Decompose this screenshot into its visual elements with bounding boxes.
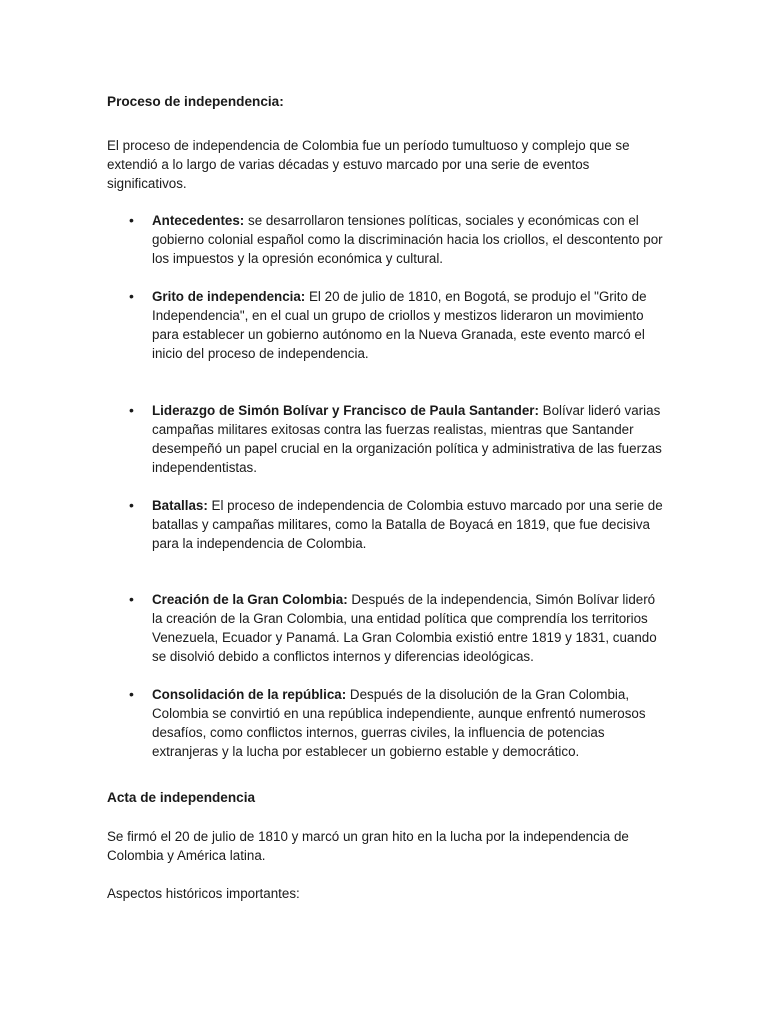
item-title: Grito de independencia: (152, 289, 306, 304)
list-item-gran-colombia (107, 590, 667, 666)
list-item-grito (107, 287, 667, 363)
acta-paragraph: Se firmó el 20 de julio de 1810 y marcó un gran hito en la lucha por la independencia de Colombia y América latina. (107, 829, 629, 863)
item-text: El 20 de julio de 1810, en Bogotá, se produjo el "Grito de Independencia", en el cual un grupo de criollos y mestizos lideraron un movimiento para establecer un gobierno autónomo en la Nueva Granada, este evento marcó el inicio del proceso de independencia. (152, 289, 647, 361)
item-title: Antecedentes: (152, 213, 245, 228)
list-item-liderazgo (107, 401, 667, 477)
bullet-icon: • (129, 686, 134, 702)
list-item-consolidacion (107, 685, 667, 761)
item-title: Batallas: (152, 498, 208, 513)
section-heading-proceso: Proceso de independencia: (107, 94, 284, 109)
document-body (107, 92, 667, 903)
item-text: Después de la disolución de la Gran Colombia, Colombia se convirtió en una república independiente, aunque enfrentó numerosos desafíos, como conflictos internos, guerras civiles, la influencia de potencias extranjeras y la lucha por establecer un gobierno estable y democrático. (152, 687, 646, 759)
intro-paragraph: El proceso de independencia de Colombia fue un período tumultuoso y complejo que se extendió a lo largo de varias décadas y estuvo marcado por una serie de eventos significativos. (107, 138, 630, 191)
section-heading-acta: Acta de independencia (107, 790, 256, 805)
events-list (107, 211, 667, 761)
item-text: Bolívar lideró varias campañas militares exitosas contra las fuerzas realistas, mientras que Santander desempeñó un papel crucial en la organización política y administrativa de las fuerzas independentistas. (152, 403, 662, 475)
list-item-batallas (107, 496, 667, 553)
item-text: se desarrollaron tensiones políticas, sociales y económicas con el gobierno colonial español como la discriminación hacia los criollos, el descontento por los impuestos y la opresión económica y cultural. (152, 213, 663, 266)
item-title: Creación de la Gran Colombia: (152, 592, 348, 607)
item-text: El proceso de independencia de Colombia estuvo marcado por una serie de batallas y campañas militares, como la Batalla de Boyacá en 1819, que fue decisiva para la independencia de Colombia. (152, 498, 663, 551)
aspectos-paragraph: Aspectos históricos importantes: (107, 886, 300, 901)
item-text: Después de la independencia, Simón Bolívar lideró la creación de la Gran Colombia, una entidad política que comprendía los territorios Venezuela, Ecuador y Panamá. La Gran Colombia existió entre 1819 y 1831, cuando se disolvió debido a conflictos internos y diferencias ideológicas. (152, 592, 657, 664)
bullet-icon: • (129, 402, 134, 418)
item-title: Liderazgo de Simón Bolívar y Francisco de Paula Santander: (152, 403, 539, 418)
bullet-icon: • (129, 591, 134, 607)
bullet-icon: • (129, 288, 134, 304)
bullet-icon: • (129, 497, 134, 513)
item-title: Consolidación de la república: (152, 687, 347, 702)
bullet-icon: • (129, 212, 134, 228)
list-item-antecedentes (107, 211, 667, 268)
